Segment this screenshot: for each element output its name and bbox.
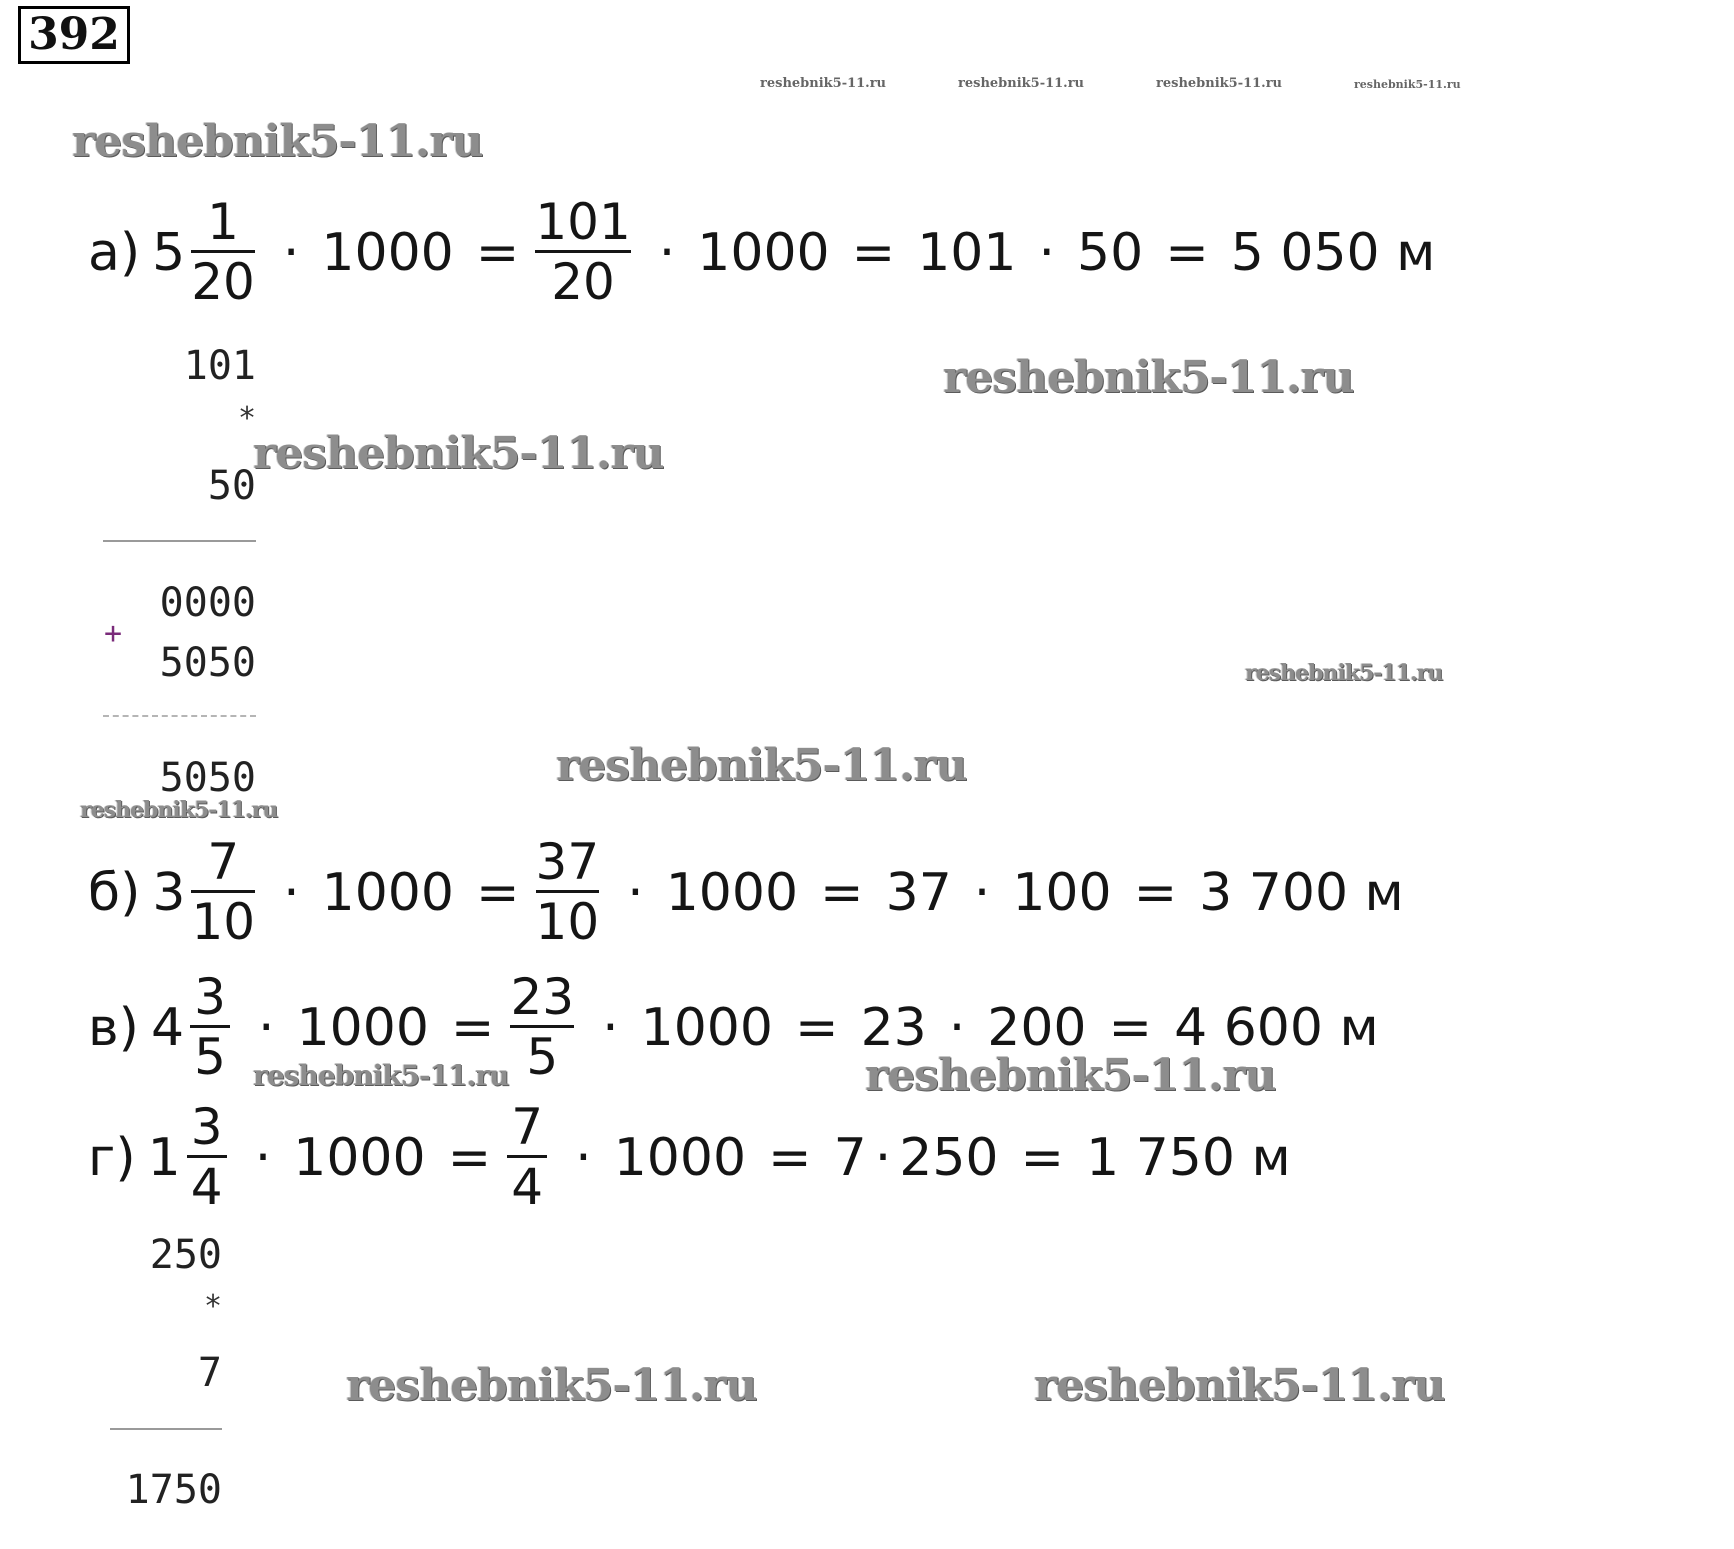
multiply-dot: · xyxy=(282,222,300,283)
watermark: reshebnik5-11.ru xyxy=(1354,78,1461,91)
calc-result: 1750 xyxy=(125,1467,222,1513)
multiplier: 1000 xyxy=(665,862,799,923)
factor: 50 xyxy=(1077,222,1144,283)
factor: 7 xyxy=(833,1127,867,1188)
equals-sign: = xyxy=(1133,862,1178,923)
watermark: reshebnik5-11.ru xyxy=(943,352,1354,403)
mixed-fraction xyxy=(191,833,256,951)
calc-rule xyxy=(110,1428,222,1430)
multiply-dot: · xyxy=(973,862,991,923)
watermark: reshebnik5-11.ru xyxy=(346,1360,757,1411)
factor: 37 xyxy=(885,862,952,923)
numerator: 7 xyxy=(207,833,240,891)
improper-fraction xyxy=(535,193,631,311)
equals-sign: = xyxy=(475,222,520,283)
equation-a xyxy=(88,185,1435,320)
result: 5 050 м xyxy=(1230,222,1436,283)
mixed-whole: 3 xyxy=(152,862,186,923)
denominator: 4 xyxy=(190,1158,223,1216)
watermark: reshebnik5-11.ru xyxy=(80,797,278,823)
multiplier: 1000 xyxy=(697,222,830,283)
plus-sign: + xyxy=(104,616,123,651)
factor: 200 xyxy=(987,997,1087,1058)
calc-rule xyxy=(103,540,256,542)
denominator: 4 xyxy=(511,1158,544,1216)
watermark: reshebnik5-11.ru xyxy=(1245,660,1443,686)
calc-partial: 0000 xyxy=(159,580,256,626)
watermark: reshebnik5-11.ru xyxy=(865,1050,1276,1101)
equation-c xyxy=(88,960,1379,1095)
numerator: 23 xyxy=(510,968,575,1026)
equals-sign: = xyxy=(794,997,839,1058)
numerator: 7 xyxy=(511,1098,544,1156)
watermark: reshebnik5-11.ru xyxy=(760,76,887,91)
factor: 100 xyxy=(1012,862,1112,923)
equals-sign: = xyxy=(820,862,864,923)
multiplier: 1000 xyxy=(296,997,429,1058)
multiplier: 1000 xyxy=(640,997,773,1058)
multiply-dot: · xyxy=(602,997,619,1058)
numerator: 1 xyxy=(207,193,239,251)
factor: 23 xyxy=(860,997,927,1058)
denominator: 20 xyxy=(551,253,615,311)
mixed-fraction xyxy=(191,193,255,311)
item-label: г) xyxy=(88,1127,136,1188)
equals-sign: = xyxy=(475,862,520,923)
calc-bottom: 7 xyxy=(197,1350,222,1396)
numerator: 101 xyxy=(535,193,631,251)
denominator: 10 xyxy=(535,893,600,951)
equals-sign: = xyxy=(768,1127,812,1188)
denominator: 20 xyxy=(191,253,255,311)
factor: 101 xyxy=(917,222,1017,283)
multiply-dot: · xyxy=(874,1127,892,1188)
equals-sign: = xyxy=(1165,222,1209,283)
multiplier: 1000 xyxy=(321,862,454,923)
multiply-dot: · xyxy=(948,997,966,1058)
equals-sign: = xyxy=(851,222,896,283)
denominator: 5 xyxy=(194,1028,226,1086)
multiply-dot: · xyxy=(575,1127,592,1188)
item-label: б) xyxy=(88,862,141,923)
watermark: reshebnik5-11.ru xyxy=(253,428,664,479)
task-number: 392 xyxy=(18,6,130,64)
equation-d xyxy=(88,1090,1291,1225)
calc-operator: * xyxy=(203,1289,222,1324)
calc-partial: 5050 xyxy=(159,640,256,686)
multiply-dot: · xyxy=(283,862,300,923)
factor: 250 xyxy=(899,1127,999,1188)
watermark: reshebnik5-11.ru xyxy=(1156,76,1283,91)
multiply-dot: · xyxy=(658,222,676,283)
improper-fraction xyxy=(535,833,600,951)
result: 1 750 м xyxy=(1086,1127,1291,1188)
numerator: 3 xyxy=(194,968,226,1026)
denominator: 10 xyxy=(191,893,256,951)
multiply-dot: · xyxy=(254,1127,272,1188)
watermark: reshebnik5-11.ru xyxy=(1034,1360,1445,1411)
mixed-fraction xyxy=(187,1098,227,1216)
watermark: reshebnik5-11.ru xyxy=(253,1059,509,1092)
multiplier: 1000 xyxy=(293,1127,426,1188)
multiplier: 1000 xyxy=(613,1127,747,1188)
mixed-fraction xyxy=(190,968,230,1086)
equals-sign: = xyxy=(450,997,495,1058)
numerator: 3 xyxy=(190,1098,223,1156)
mixed-whole: 5 xyxy=(152,222,186,283)
result: 3 700 м xyxy=(1199,862,1404,923)
calc-rule xyxy=(103,715,256,717)
equation-b xyxy=(88,825,1404,960)
improper-fraction xyxy=(510,968,575,1086)
calc-operator: * xyxy=(237,401,256,436)
result: 4 600 м xyxy=(1174,997,1379,1058)
multiply-dot: · xyxy=(1038,222,1056,283)
mixed-whole: 4 xyxy=(150,997,185,1058)
calc-result: 5050 xyxy=(159,755,256,801)
calc-bottom: 50 xyxy=(207,463,256,509)
watermark: reshebnik5-11.ru xyxy=(72,116,483,167)
multiplier: 1000 xyxy=(321,222,454,283)
numerator: 37 xyxy=(535,833,600,891)
equals-sign: = xyxy=(1108,997,1153,1058)
mixed-whole: 1 xyxy=(147,1127,181,1188)
calc-top: 250 xyxy=(149,1232,222,1278)
denominator: 5 xyxy=(526,1028,559,1086)
equals-sign: = xyxy=(1020,1127,1065,1188)
improper-fraction xyxy=(507,1098,547,1216)
watermark: reshebnik5-11.ru xyxy=(556,740,967,791)
watermark: reshebnik5-11.ru xyxy=(958,76,1085,91)
item-label: в) xyxy=(88,997,139,1058)
multiply-dot: · xyxy=(258,997,275,1058)
calc-top: 101 xyxy=(183,343,256,389)
equals-sign: = xyxy=(447,1127,492,1188)
item-label: а) xyxy=(88,222,141,283)
multiply-dot: · xyxy=(627,862,644,923)
